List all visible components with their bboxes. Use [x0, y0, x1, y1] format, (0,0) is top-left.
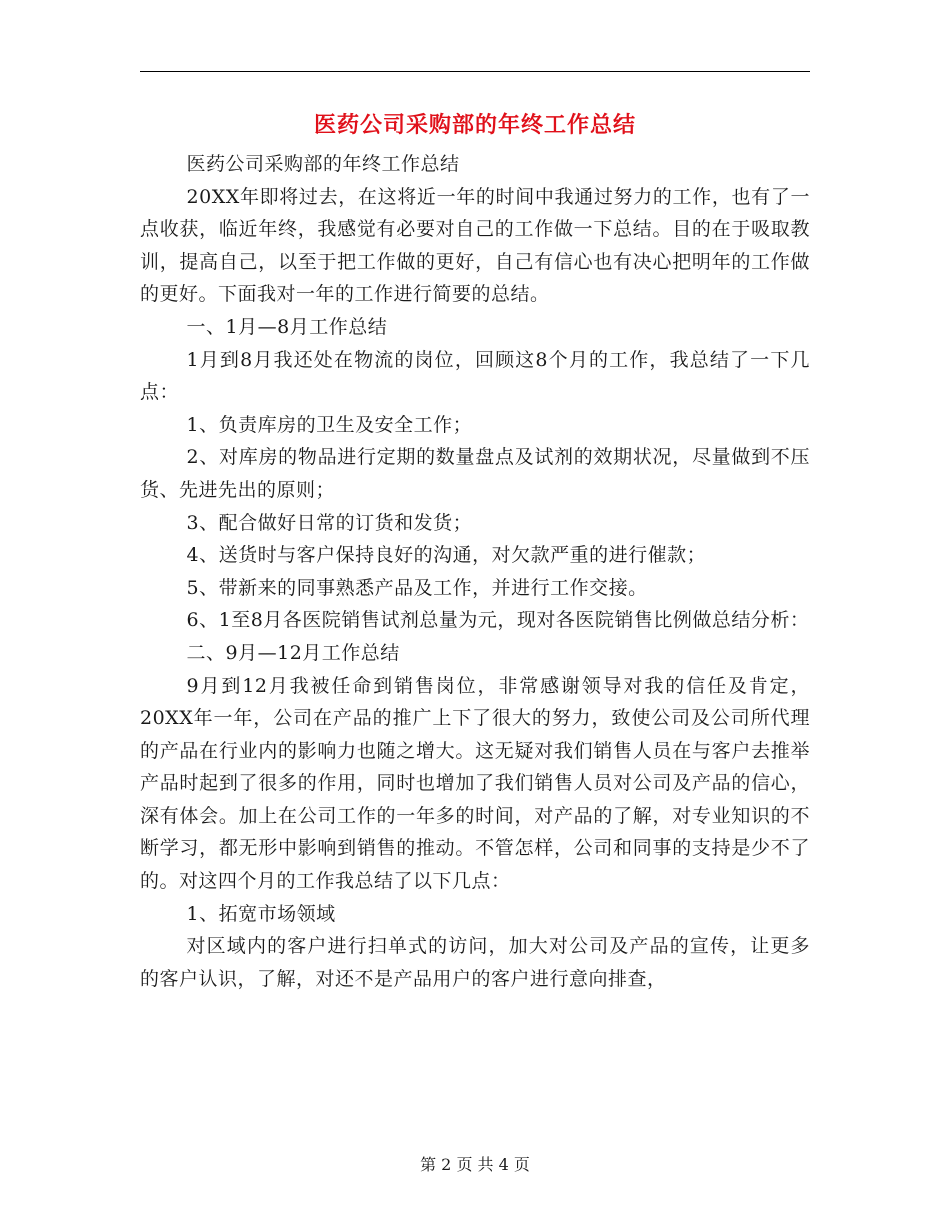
list-item: 5、带新来的同事熟悉产品及工作，并进行工作交接。 [186, 576, 648, 599]
page-footer [140, 1153, 810, 1177]
section-heading-1: 一、1月—8月工作总结 [186, 315, 388, 338]
header-rule [140, 71, 810, 72]
list-item: 2、对库房的物品进行定期的数量盘点及试剂的效期状况，尽量做到不压货、先进先出的原则； [140, 446, 810, 501]
document-title: 医药公司采购部的年终工作总结 [313, 112, 636, 138]
paragraph: 对区域内的客户进行扫单式的访问，加大对公司及产品的宣传，让更多的客户认识，了解，对还不是产品用户的客户进行意向排查， [140, 935, 810, 990]
paragraph: 9月到12月我被任命到销售岗位，非常感谢领导对我的信任及肯定，20XX年一年，公司在产品的推广上下了很大的努力，致使公司及公司所代理的产品在行业内的影响力也随之增大。这无疑对我们销售人员在与客户去推举产品时起到了很多的作用，同时也增加了我们销售人员对公司及产品的信心，深有体会。加上在公司工作的一年多的时间，对产品的了解，对专业知识的不断学习，都无形中影响到销售的推动。不管怎样，公司和同事的支持是少不了的。对这四个月的工作我总结了以下几点： [140, 674, 810, 893]
section-heading-2: 二、9月—12月工作总结 [186, 641, 400, 664]
document-body [140, 148, 810, 995]
paragraph: 1月到8月我还处在物流的岗位，回顾这8个月的工作，我总结了一下几点： [140, 348, 810, 404]
page-number: 第 2 页 共 4 页 [420, 1155, 530, 1174]
list-item: 1、负责库房的卫生及安全工作； [186, 413, 473, 436]
list-item: 6、1至8月各医院销售试剂总量为元，现对各医院销售比例做总结分析： [186, 609, 810, 632]
paragraph-subtitle: 医药公司采购部的年终工作总结 [186, 153, 460, 175]
paragraph-intro: 20XX年即将过去，在这将近一年的时间中我通过努力的工作，也有了一点收获，临近年终，我感觉有必要对自己的工作做一下总结。目的在于吸取教训，提高自己，以至于把工作做的更好，自己有信心也有决心把明年的工作做的更好。下面我对一年的工作进行简要的总结。 [140, 185, 810, 306]
list-item: 4、送货时与客户保持良好的沟通，对欠款严重的进行催款； [186, 544, 707, 567]
list-item: 3、配合做好日常的订货和发货； [186, 511, 473, 534]
list-item: 1、拓宽市场领域 [186, 902, 336, 925]
